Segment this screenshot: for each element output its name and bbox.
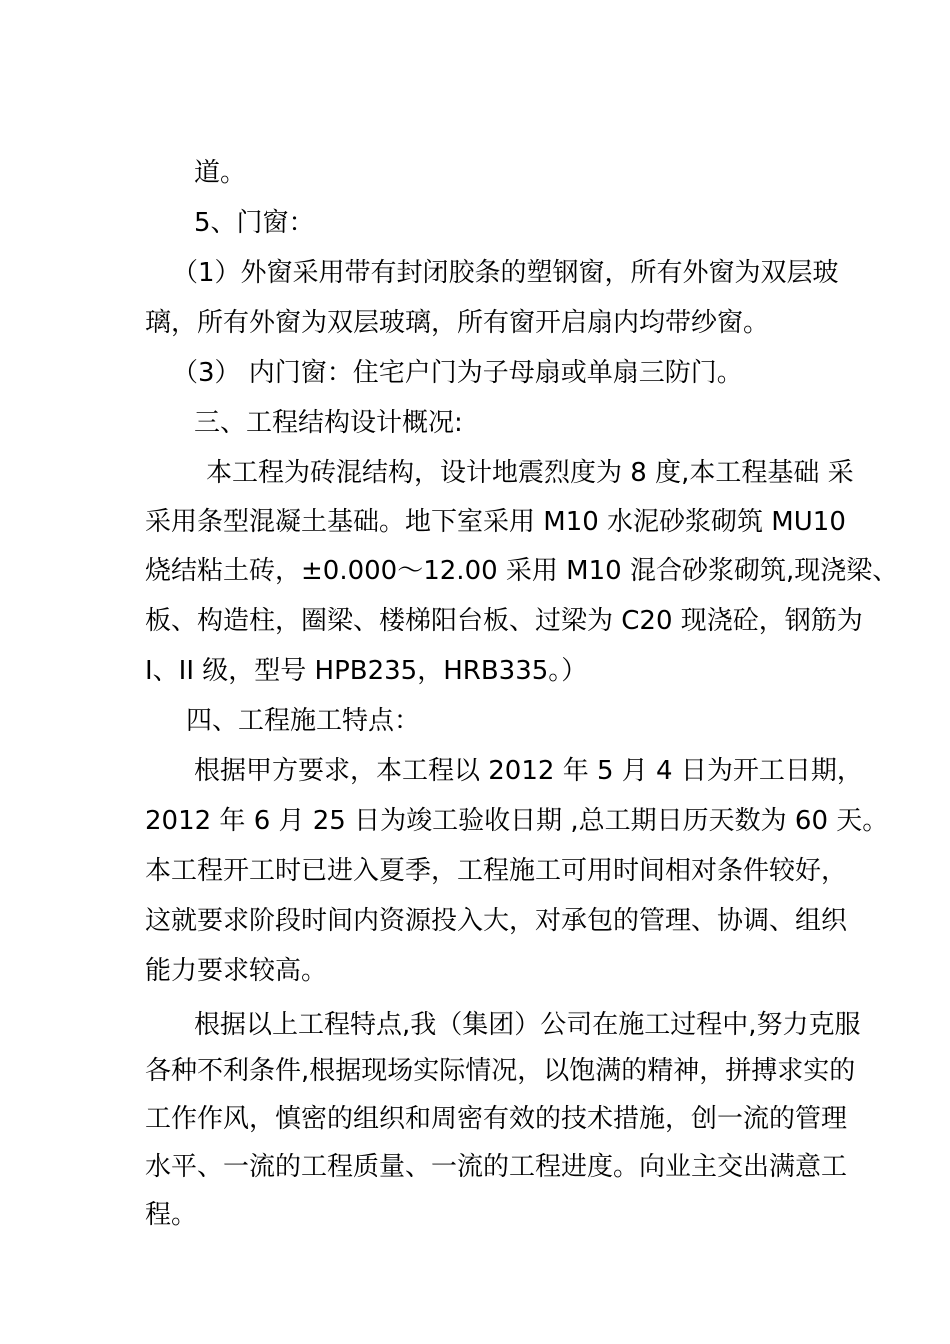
- text-line: 各种不利条件,根据现场实际情况，以饱满的精神，拼搏求实的: [145, 1056, 856, 1086]
- text-line: 水平、一流的工程质量、一流的工程进度。向业主交出满意工: [145, 1152, 848, 1182]
- text-line: 板、构造柱，圈梁、楼梯阳台板、过梁为 C20 现浇砼，钢筋为: [145, 606, 863, 636]
- text-line: 根据甲方要求，本工程以 2012 年 5 月 4 日为开工日期，: [194, 756, 863, 786]
- text-line: 道。: [194, 158, 247, 188]
- text-line: 本工程开工时已进入夏季，工程施工可用时间相对条件较好，: [145, 856, 848, 886]
- text-line: （3） 内门窗：住宅户门为子母扇或单扇三防门。: [172, 358, 743, 388]
- text-line: 烧结粘土砖，±0.000～12.00 采用 M10 混合砂浆砌筑,现浇梁、: [145, 556, 899, 586]
- text-line: 采用条型混凝土基础。地下室采用 M10 水泥砂浆砌筑 MU10: [145, 507, 846, 537]
- text-line: 程。: [145, 1200, 198, 1230]
- text-line: 璃，所有外窗为双层玻璃，所有窗开启扇内均带纱窗。: [145, 308, 770, 338]
- section-heading-doors-windows: 5、门窗：: [194, 208, 315, 238]
- section-heading-structure: 三、工程结构设计概况:: [194, 408, 463, 438]
- text-line: 能力要求较高。: [145, 956, 328, 986]
- text-line: 工作作风，慎密的组织和周密有效的技术措施，创一流的管理: [145, 1104, 848, 1134]
- text-line: 本工程为砖混结构，设计地震烈度为 8 度,本工程基础 采: [206, 458, 854, 488]
- section-heading-construction-features: 四、工程施工特点：: [186, 706, 421, 736]
- text-line: 2012 年 6 月 25 日为竣工验收日期 ,总工期日历天数为 60 天。: [145, 806, 889, 836]
- text-line: （1）外窗采用带有封闭胶条的塑钢窗，所有外窗为双层玻: [172, 258, 839, 288]
- text-line: 这就要求阶段时间内资源投入大，对承包的管理、协调、组织: [145, 906, 848, 936]
- text-line: 根据以上工程特点,我（集团）公司在施工过程中,努力克服: [194, 1010, 861, 1040]
- text-line: I、II 级，型号 HPB235，HRB335。）: [145, 656, 588, 686]
